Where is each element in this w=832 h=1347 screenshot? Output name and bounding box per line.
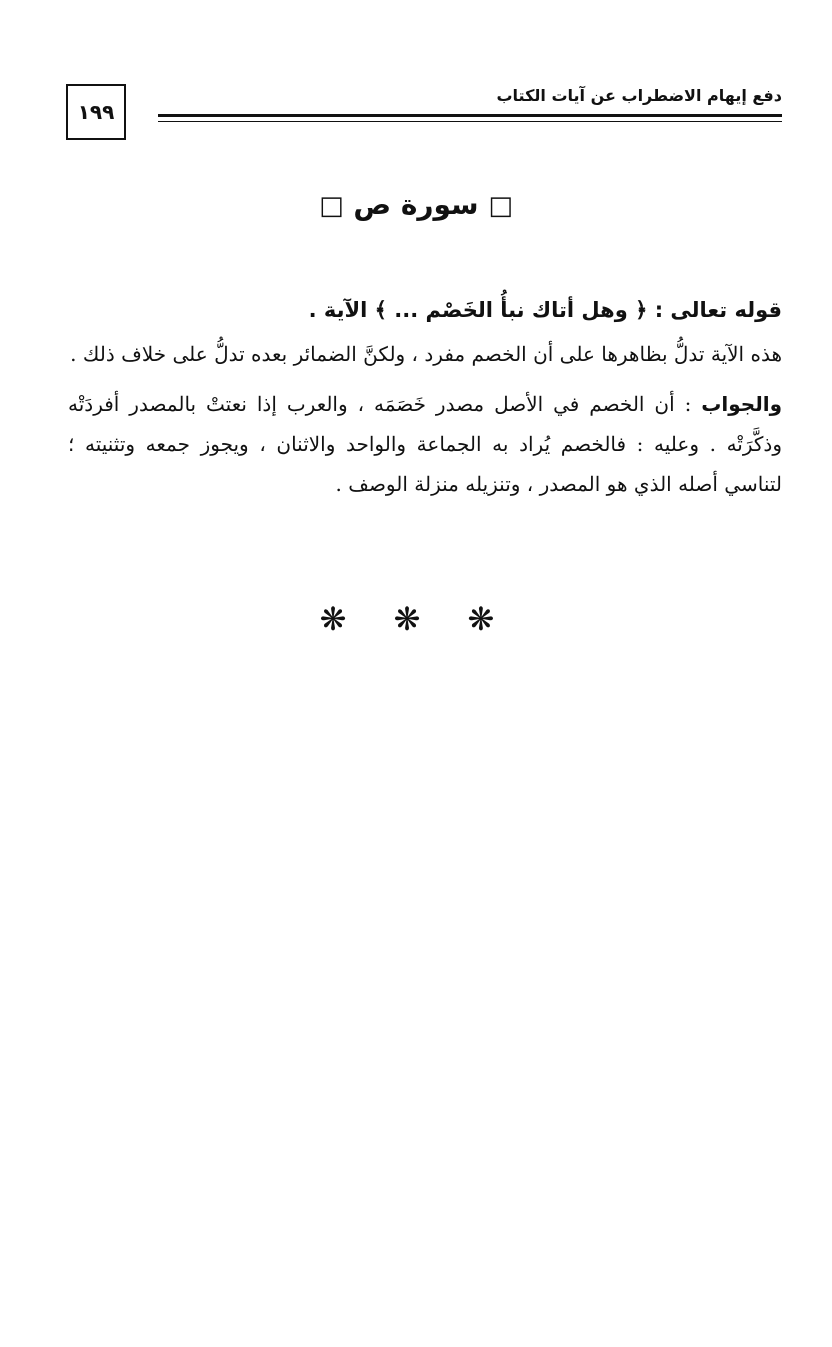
header-rule-thin — [158, 121, 782, 122]
section-separator: ❋ ❋ ❋ — [319, 600, 513, 638]
problem-paragraph: هذه الآية تدلُّ بظاهرها على أن الخصم مفرد ، ولكنَّ الضمائر بعده تدلُّ على خلاف ذلك . — [70, 342, 782, 366]
page-number: ١٩٩ — [77, 100, 115, 124]
heading-lead: قوله تعالى : — [654, 298, 782, 322]
answer-lead: والجواب — [701, 392, 782, 416]
answer-paragraph — [68, 384, 782, 504]
body-text — [68, 290, 782, 514]
surah-title-line — [0, 188, 832, 221]
page-number-box — [66, 84, 126, 140]
square-ornament-icon: □ — [488, 191, 513, 221]
verse-quote: ﴿ وهل أتاك نبأُ الخَصْم ... ﴾ — [374, 298, 648, 322]
answer-text: : أن الخصم في الأصل مصدر خَصَمَه ، والعرب إذا نعتتْ بالمصدر أفردَتْه وذكَّرَتْه . وعليه : فالخصم يُراد به الجماعة والواحد والاثنان ، ويجوز جمعه وتثنيته ؛ لتناسي أصله الذي هو المصدر ، وتنزيله منزلة الوصف . — [68, 392, 782, 496]
header-rule-thick — [158, 114, 782, 117]
square-ornament-icon: □ — [319, 191, 344, 221]
heading-tail: الآية . — [308, 298, 368, 322]
running-title: دفع إيهام الاضطراب عن آيات الكتاب — [496, 86, 782, 105]
verse-heading — [68, 290, 782, 330]
surah-title: سورة ص — [353, 188, 479, 221]
